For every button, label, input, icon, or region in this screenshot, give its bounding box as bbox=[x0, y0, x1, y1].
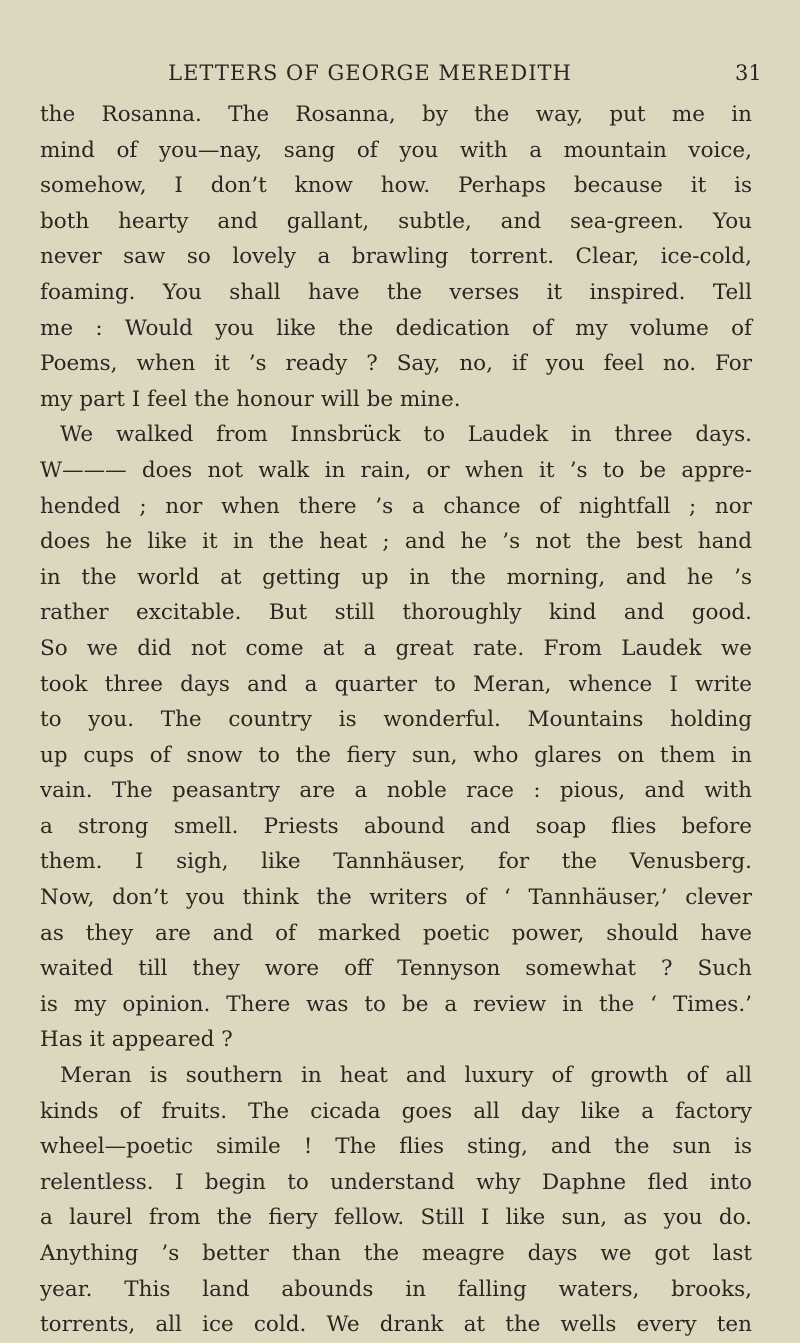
text-line: as they are and of marked poetic power, should have bbox=[40, 920, 752, 946]
text-line: is my opinion. There was to be a review in the ‘ Times.’ bbox=[40, 991, 752, 1017]
text-line: rather excitable. But still thoroughly kind and good. bbox=[40, 600, 752, 626]
text-line: year. This land abounds in falling waters, brooks, bbox=[40, 1276, 752, 1302]
text-line: So we did not come at a great rate. From Laudek we bbox=[40, 635, 752, 661]
text-line: both hearty and gallant, subtle, and sea-green. You bbox=[40, 208, 752, 234]
text-line: me : Would you like the dedication of my volume of bbox=[40, 315, 752, 341]
text-line: never saw so lovely a brawling torrent. Clear, ice-cold, bbox=[40, 244, 752, 270]
text-line: took three days and a quarter to Meran, whence I write bbox=[40, 671, 752, 697]
running-title: LETTERS OF GEORGE MEREDITH bbox=[168, 61, 572, 85]
text-line: vain. The peasantry are a noble race : pious, and with bbox=[40, 778, 752, 804]
text-line: does he like it in the heat ; and he ’s not the best hand bbox=[40, 529, 752, 555]
text-line: somehow, I don’t know how. Perhaps because it is bbox=[40, 173, 752, 199]
text-line: in the world at getting up in the morning, and he ’s bbox=[40, 564, 752, 590]
text-line: relentless. I begin to understand why Daphne fled into bbox=[40, 1169, 752, 1195]
text-line: hended ; nor when there ’s a chance of nightfall ; nor bbox=[40, 493, 752, 519]
text-line: Meran is southern in heat and luxury of growth of all bbox=[60, 1063, 752, 1089]
text-line: my part I feel the honour will be mine. bbox=[40, 386, 461, 412]
text-line: We walked from Innsbrück to Laudek in three days. bbox=[60, 422, 752, 448]
text-line: a strong smell. Priests abound and soap flies before bbox=[40, 813, 752, 839]
text-line: W——— does not walk in rain, or when it ’s to be appre- bbox=[40, 457, 752, 483]
text-line: torrents, all ice cold. We drank at the wells every ten bbox=[40, 1312, 752, 1338]
text-line: kinds of fruits. The cicada goes all day like a factory bbox=[40, 1098, 752, 1124]
text-line: Anything ’s better than the meagre days we got last bbox=[40, 1241, 752, 1266]
text-line: waited till they wore off Tennyson somewhat ? Such bbox=[40, 956, 752, 982]
text-line: up cups of snow to the fiery sun, who glares on them in bbox=[40, 742, 752, 768]
text-line: the Rosanna. The Rosanna, by the way, put me in bbox=[40, 102, 752, 127]
text-line: foaming. You shall have the verses it inspired. Tell bbox=[40, 279, 752, 305]
text-line: Now, don’t you think the writers of ‘ Tannhäuser,’ clever bbox=[40, 885, 752, 911]
page-number: 31 bbox=[735, 61, 762, 85]
body-text bbox=[40, 97, 752, 1343]
text-line: wheel—poetic simile ! The flies sting, and the sun is bbox=[40, 1134, 752, 1160]
text-line: a laurel from the fiery fellow. Still I like sun, as you do. bbox=[40, 1205, 752, 1231]
text-line: to you. The country is wonderful. Mountains holding bbox=[40, 707, 752, 733]
text-line: them. I sigh, like Tannhäuser, for the Venusberg. bbox=[40, 849, 752, 875]
text-line: Has it appeared ? bbox=[40, 1027, 233, 1053]
text-line: Poems, when it ’s ready ? Say, no, if you feel no. For bbox=[40, 351, 752, 377]
text-line: mind of you—nay, sang of you with a mountain voice, bbox=[40, 137, 752, 163]
running-head bbox=[0, 58, 800, 88]
